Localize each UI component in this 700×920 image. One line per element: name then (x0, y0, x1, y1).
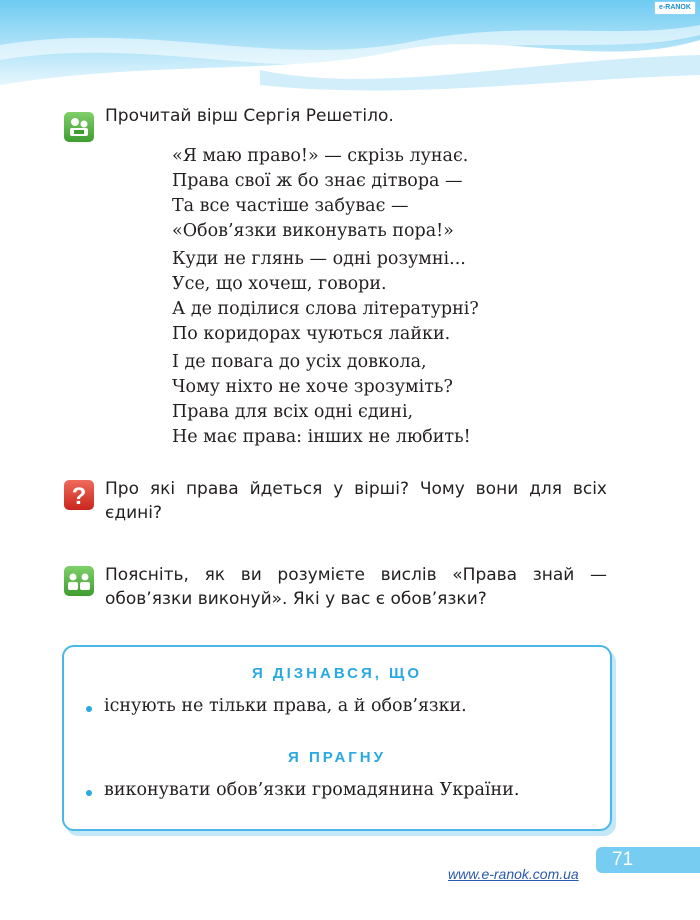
poem-line: Права свої ж бо знає дітвора — (172, 171, 463, 191)
publisher-logo: e-RANOK (654, 1, 696, 15)
website-link[interactable]: www.e-ranok.com.ua (448, 866, 579, 882)
bullet-icon (86, 790, 92, 796)
poem-line: «Я маю право!» — скрізь лунає. (172, 146, 469, 166)
strive-heading: Я ПРАГНУ (288, 749, 386, 766)
instruction-discuss: Поясніть, як ви розумієте вислів «Права знай — обов’язки виконуй». Які у вас є обов’язки? (105, 565, 607, 609)
poem-line: Куди не глянь — одні розумні... (172, 249, 466, 269)
poem-line: Та все частіше забуває — (172, 196, 409, 216)
poem-stanza (172, 144, 479, 244)
bullet-icon (86, 706, 92, 712)
poem-stanza (172, 247, 479, 347)
summary-box (62, 645, 612, 831)
header-waves (0, 0, 700, 100)
learned-heading: Я ДІЗНАВСЯ, ЩО (251, 665, 423, 682)
strive-item: виконувати обов’язки громадянина України. (104, 780, 520, 800)
poem-line: Чому ніхто не хоче зрозуміть? (172, 377, 453, 397)
poem (172, 144, 479, 453)
group-discussion-icon (64, 566, 94, 596)
svg-text:?: ? (71, 483, 87, 510)
instruction-question: Про які права йдеться у вірші? Чому вони для всіх єдині? (105, 479, 607, 523)
reading-children-icon (64, 112, 94, 142)
poem-line: І де повага до усіх довкола, (172, 352, 427, 372)
poem-line: Права для всіх одні єдині, (172, 402, 414, 422)
instruction-read-poem: Прочитай вірш Сергія Решетіло. (105, 106, 394, 126)
learned-item: існують не тільки права, а й обов’язки. (104, 696, 467, 716)
poem-line: По коридорах чуються лайки. (172, 324, 451, 344)
question-mark-icon (64, 480, 94, 510)
page-number-tab (596, 847, 700, 873)
poem-line: «Обов’язки виконувать пора!» (172, 221, 454, 241)
page-number: 71 (612, 849, 634, 870)
poem-stanza (172, 350, 479, 450)
poem-line: Усе, що хочеш, говори. (172, 274, 387, 294)
poem-line: А де поділися слова літературні? (172, 299, 479, 319)
poem-line: Не має права: інших не любить! (172, 427, 471, 447)
